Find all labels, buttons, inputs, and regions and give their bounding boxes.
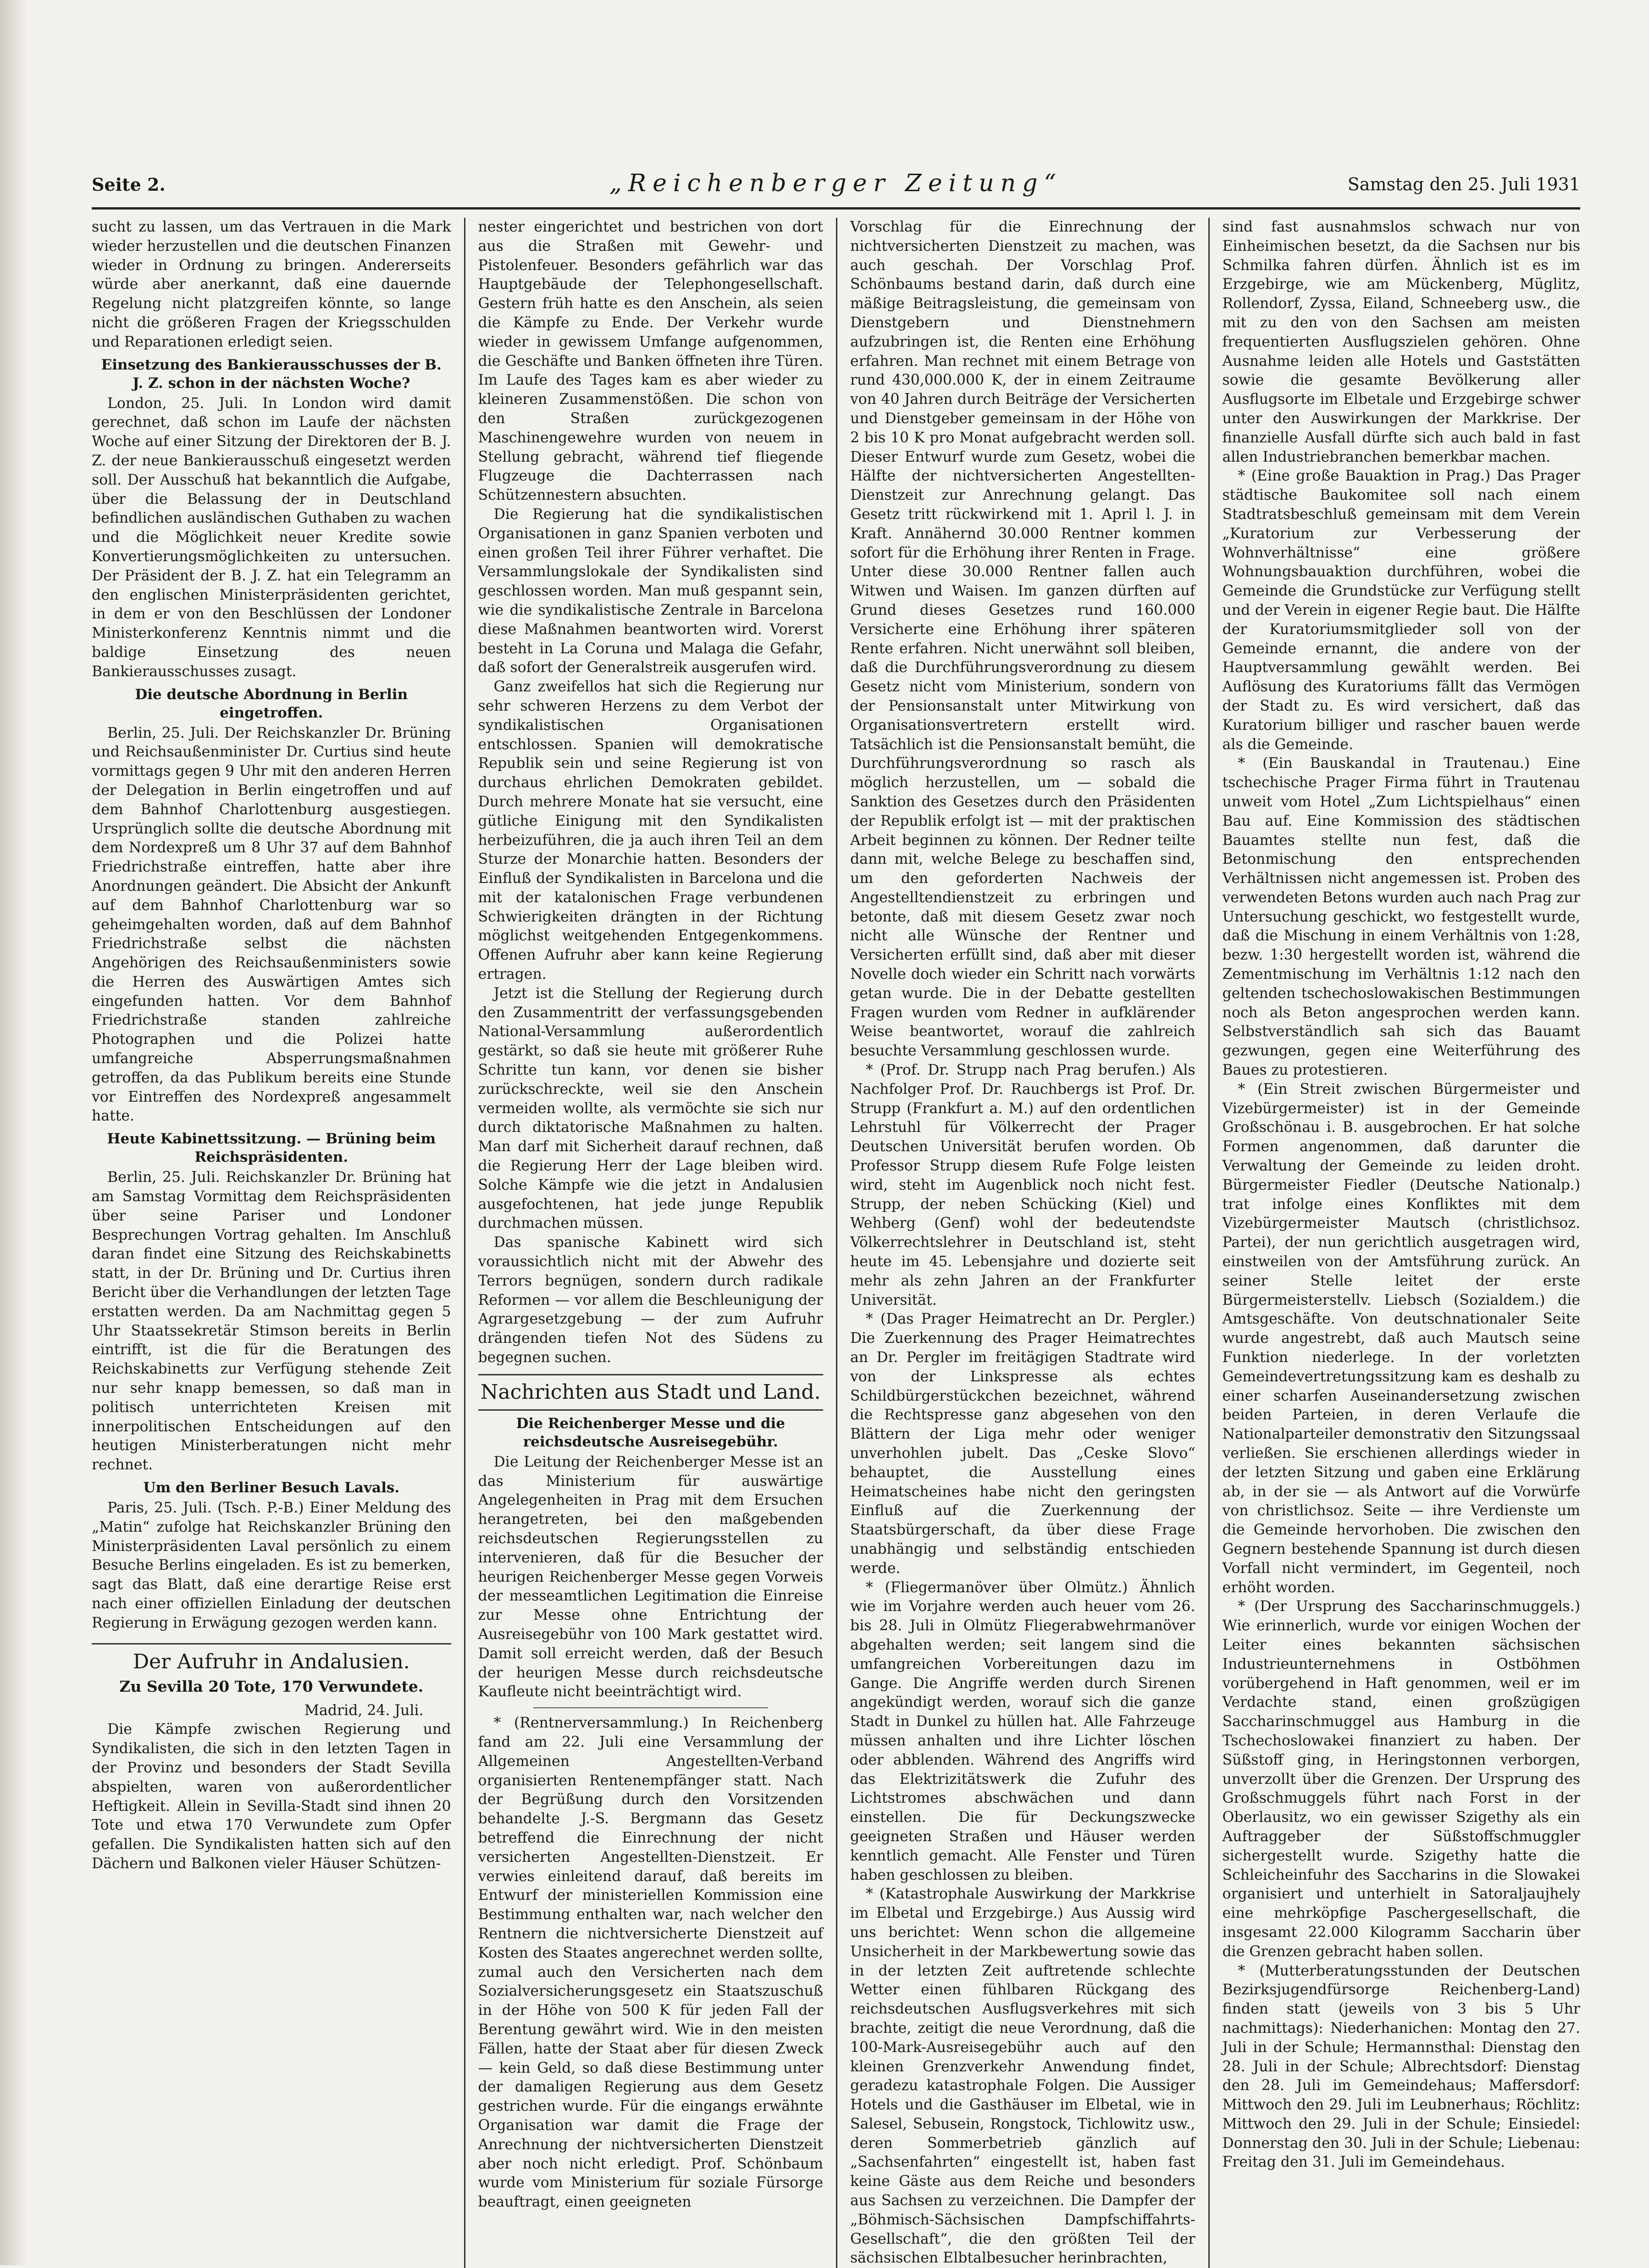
paragraph: London, 25. Juli. In London wird damit gerechnet, daß schon im Laufe der nächsten Woche auf einer Sitzung der Direktoren der B. J. Z. der neue Bankierausschuß eingesetzt werden soll. Der Ausschuß hat bekanntlich die Aufgabe, über die Belassung der in Deutschland befindlichen ausländischen Guthaben zu wachen und die Möglichkeit neuer Kredite sowie Konvertierungsmöglichkeiten zu untersuchen. Der Präsident der B. J. Z. hat ein Telegramm an den englischen Ministerpräsidenten gerichtet, in dem er von den Beschlüssen der Londoner Ministerkonferenz Kenntnis nimmt und die baldige Einsetzung des neuen Bankierausschusses zusagt. [92,395,451,680]
paragraph: * (Der Ursprung des Saccharinschmuggels.) Wie erinnerlich, wurde vor einigen Wochen der Leiter eines bekannten sächsischen Industrieunternehmens in Ostböhmen vorübergehend in Haft genommen, weil er im Verdachte stand, einen großzügigen Saccharinschmuggel aus Hamburg in die Tschechoslowakei finanziert zu haben. Der Süßstoff ging, in Heringstonnen verborgen, unverzollt über die Grenzen. Der Ursprung des Großschmuggels führt nach Forst in der Oberlausitz, wo ein gewisser Szigethy als ein Auftraggeber der Süßstoffschmuggler sichergestellt wurde. Szigethy hatte die Schleichеinfuhr des Saccharins in die Slowakei organisiert und unterhielt in Satoraljaujhely eine mehrköpfige Paschergesellschaft, die insgesamt 22.000 Kilogramm Saccharin über die Grenzen gebracht haben sollen. [1222,1598,1580,1960]
paragraph: Vorschlag für die Einrechnung der nichtversicherten Dienstzeit zu machen, was auch geschah. Der Vorschlag Prof. Schönbaums bestand darin, daß durch eine mäßige Beitragsleistung, die gemeinsam von Dienstgebern und Dienstnehmern aufzubringen ist, die Renten eine Erhöhung erfahren. Man rechnet mit einem Betrage von rund 430,000.000 K, der in einem Zeitraume von 40 Jahren durch Beiträge der Versicherten und Dienstgeber gemeinsam in der Höhe von 2 bis 10 K pro Monat aufgebracht werden soll. Dieser Entwurf wurde zum Gesetz, wobei die Hälfte der nichtversicherten Angestellten-Dienstzeit zur Anrechnung gelangt. Das Gesetz tritt rückwirkend mit 1. April l. J. in Kraft. Annähernd 30.000 Rentner kommen sofort für die Erhöhung ihrer Renten in Frage. Unter diese 30.000 Rentner fallen auch Witwen und Waisen. Im ganzen dürften auf Grund dieses Gesetzes rund 160.000 Versicherte eine Erhöhung ihrer späteren Rente erfahren. Nicht unerwähnt soll bleiben, daß die Durchführungsverordnung zu diesem Gesetz nicht vom Ministerium, sondern von der Pensionsanstalt unter Mitwirkung von Organisationsvertretern erstellt wird. Tatsächlich ist die Pensionsanstalt bemüht, die Durchführungsverordnung so rasch als möglich herzustellen, um — sobald die Sanktion des Gesetzes durch den Präsidenten der Republik erfolgt ist — mit der praktischen Arbeit beginnen zu können. Der Redner teilte dann mit, welche Belege zu beschaffen sind, um den geforderten Nachweis der Angestelltendienstzeit zu erbringen und betonte, daß mit diesem Gesetz zwar noch nicht alle Wünsche der Rentner und Versicherten erfüllt sind, daß aber mit dieser Novelle doch wieder ein Schritt nach vorwärts getan wurde. Die in der Debatte gestellten Fragen wurden vom Redner in aufklärender Weise beantwortet, worauf die zahlreich besuchte Versammlung geschlossen wurde. [850,219,1195,1060]
article-heading: Die Reichenberger Messe und die reichsdeutsche Ausreisegebühr. [516,1415,786,1450]
column-3 [836,218,1208,2268]
newspaper-title: „Reichenberger Zeitung“ [609,170,1063,197]
paragraph: sind fast ausnahmslos schwach nur von Einheimischen besetzt, da die Sachsen nur bis Schmilka fahren dürfen. Ähnlich ist es im Erzgebirge, wie am Mückenberg, Müglitz, Rollendorf, Zyssa, Eiland, Schneeberg usw., die mit zu den von den Sachsen am meisten frequentierten Ausflugszielen gehören. Ohne Ausnahme leiden alle Hotels und Gaststätten sowie die gesamte Bevölkerung aller Ausflugsorte im Elbetale und Erzgebirge schwer unter den Auswirkungen der Markkrise. Der finanzielle Ausfall dürfte sich auch bald in fast allen Industriebranchen bemerkbar machen. [1222,219,1580,465]
paragraph: Ganz zweifellos hat sich die Regierung nur sehr schweren Herzens zu dem Verbot der syndikalistischen Organisationen entschlossen. Spanien will demokratische Republik sein und seine Regierung ist von durchaus ehrlichen Demokraten gebildet. Durch mehrere Monate hat sie versucht, eine gütliche Einigung mit den Syndikalisten herbeizuführen, die ja auch ihren Teil an dem Sturze der Monarchie hatten. Besonders der Einfluß der Syndikalisten in Barcelona und die mit der katalonischen Frage verbundenen Schwierigkeiten drängten in der Richtung möglichst weitgehenden Entgegenkommens. Offenen Aufruhr aber kann keine Regierung ertragen. [478,679,823,983]
article-heading: Einsetzung des Bankierausschusses der B. J. Z. schon in der nächsten Woche? [101,356,442,392]
paragraph: * (Mutterberatungsstunden der Deutschen Bezirksjugendfürsorge Reichenberg-Land) finden statt (jeweils von 3 bis 5 Uhr nachmittags): Niederhanichen: Montag den 27. Juli in der Schule; Hermannsthal: Dienstag den 28. Juli in der Schule; Albrechtsdorf: Dienstag den 28. Juli im Gemeindehaus; Maffersdorf: Mittwoch den 29. Juli im Leubnerhaus; Röchlitz: Mittwoch den 29. Juli in der Schule; Einsiedel: Donnerstag den 30. Juli in der Schule; Liebenau: Freitag den 31. Juli im Gemeindehaus. [1222,1962,1580,2171]
paragraph: * (Rentnerversammlung.) In Reichenberg fand am 22. Juli eine Versammlung der Allgemeinen Angestellten-Verband organisierten Rentenempfänger statt. Nach der Begrüßung durch den Vorsitzenden behandelte J.-S. Bergmann das Gesetz betreffend die Einrechnung der nicht versicherten Angestellten-Dienstzeit. Er verwies einleitend darauf, daß bereits im Entwurf der ministeriellen Kommission eine Bestimmung enthalten war, nach welcher den Rentnern die nichtversicherte Dienstzeit auf Kosten des Staates angerechnet werden sollte, zumal auch den Versicherten nach dem Sozialversicherungsgesetz ein Staatszuschuß in der Höhe von 500 K für jeden Fall der Berentung gewährt wird. Wie in den meisten Fällen, hatte der Staat aber für diesen Zweck — kein Geld, so daß diese Bestimmung unter der damaligen Regierung aus dem Gesetz gestrichen wurde. Für die eingangs erwähnte Organisation war damit die Frage der Anrechnung der nichtversicherten Dienstzeit aber noch nicht erledigt. Prof. Schönbaum wurde vom Ministerium für soziale Fürsorge beauftragt, einen geeigneten [478,1715,823,2211]
paragraph: sucht zu lassen, um das Vertrauen in die Mark wieder herzustellen und die deutschen Finanzen wieder in Ordnung zu bringen. Andererseits würde aber anerkannt, daß eine dauernde Regelung nicht platzgreifen könnte, so lange nicht die größeren Fragen der Kriegsschulden und Reparationen erledigt seien. [92,219,451,350]
article-subheadline: Zu Sevilla 20 Tote, 170 Verwundete. [119,1677,424,1695]
dateline: Madrid, 24. Juli. [304,1702,424,1719]
paragraph: * (Ein Streit zwischen Bürgermeister und Vizebürgermeister) ist in der Gemeinde Großschönau i. B. ausgebrochen. Er hat solche Formen angenommen, daß darunter die Verwaltung der Gemeinde zu leiden droht. Bürgermeister Fiedler (Deutsche Nationalp.) trat infolge eines Konfliktes mit dem Vizebürgermeister Mautsch (christlichsoz. Partei), der nun gerichtlich ausgetragen wird, einstweilen von der Amtsführung zurück. An seiner Stelle leitet der erste Bürgermeisterstellv. Liebsch (Sozialdem.) die Amtsgeschäfte. Von deutschnationaler Seite wurde angestrebt, daß auch Mautsch seine Funktion niederlege. In der vorletzten Gemeindevertretungssitzung kam es deshalb zu einer scharfen Auseinandersetzung zwischen beiden Parteien, in deren Verlaufe die Nationalparteiler demonstrativ den Sitzungssaal verließen. Sie erschienen allerdings wieder in der letzten Sitzung und gaben eine Erklärung ab, in der sie — als Antwort auf die Vorwürfe von christlichsoz. Seite — ihre Verdienste um die Gemeinde hervorhoben. Die zwischen den Gegnern bestehende Spannung ist durch diesen Vorfall nicht vermindert, im Gegenteil, noch erhöht worden. [1222,1081,1580,1596]
header-rule [92,207,1580,210]
paragraph: nester eingerichtet und bestrichen von dort aus die Straßen mit Gewehr- und Pistolenfeuer. Besonders gefährlich war das Hauptgebäude der Telephongesellschaft. Gestern früh hatte es den Anschein, als seien die Kämpfe zu Ende. Der Verkehr wurde wieder in gewissem Umfange aufgenommen, die Geschäfte und Banken öffneten ihre Türen. Im Laufe des Tages kam es aber wieder zu kleineren Zusammenstößen. Die schon von den Straßen zurückgezogenen Maschinengewehre wurden von neuem in Stellung gebracht, während tief fliegende Flugzeuge die Dachterrassen nach Schützennestern absuchten. [478,219,823,504]
paragraph: Berlin, 25. Juli. Reichskanzler Dr. Brüning hat am Samstag Vormittag dem Reichspräsidenten über seine Pariser und Londoner Besprechungen Vortrag gehalten. Im Anschluß daran findet eine Sitzung des Reichskabinetts statt, in der Dr. Brüning und Dr. Curtius ihren Bericht über die Verhandlungen der letzten Tage erstatten werden. Da am Nachmittag gegen 5 Uhr Staatssekretär Stimson bereits in Berlin eintrifft, ist die für die Beratungen des Reichskabinetts zur Verfügung stehende Zeit nur sehr knapp bemessen, so daß man in politisch unterrichteten Kreisen mit innerpolitischen Entscheidungen auf den heutigen Ministerberatungen nicht mehr rechnet. [92,1169,451,1473]
column-4 [1208,218,1581,2268]
paragraph: * (Eine große Bauaktion in Prag.) Das Prager städtische Baukomitee soll nach einem Stadtratsbeschluß gemeinsam mit dem Verein „Kuratorium zur Verbesserung der Wohnverhältnisse“ eine größere Wohnungsbauaktion durchführen, wobei die Gemeinde die Grundstücke zur Verfügung stellt und der Verein in eigener Regie baut. Die Hälfte der Kuratoriumsmitglieder soll von der Gemeinde ernannt, die andere von der Hauptversammlung gewählt werden. Bei Auflösung des Kuratoriums fällt das Vermögen der Stadt zu. Es wird versichert, daß das Kuratorium billiger und rascher bauen werde als die Gemeinde. [1222,468,1580,753]
article-headline: Der Aufruhr in Andalusien. [92,1643,451,1675]
paragraph: Berlin, 25. Juli. Der Reichskanzler Dr. Brüning und Reichsaußenminister Dr. Curtius sind heute vormittags gegen 9 Uhr mit den anderen Herren der Delegation in Berlin eingetroffen und auf dem Bahnhof Charlottenburg ausgestiegen. Ursprünglich sollte die deutsche Abordnung mit dem Nordexpreß um 8 Uhr 37 auf dem Bahnhof Friedrichstraße eintreffen, hatte aber ihre Anordnungen geändert. Die Absicht der Ankunft auf dem Bahnhof Charlottenburg war so geheimgehalten worden, daß auf dem Bahnhof Friedrichstraße selbst die nächsten Angehörigen des Reichsaußenministers sowie die Herren des Auswärtigen Amtes sich eingefunden hatten. Vor dem Bahnhof Friedrichstraße standen zahlreiche Photographen und die Polizei hatte umfangreiche Absperrungsmaßnahmen getroffen, da das Publikum bereits eine Stunde vor Eintreffen des Nordexpreß angesammelt hatte. [92,724,451,1125]
article-heading: Heute Kabinettssitzung. — Brüning beim Reichspräsidenten. [107,1131,436,1166]
column-1 [92,218,464,2268]
binding-shadow [0,0,28,2265]
paragraph: Jetzt ist die Stellung der Regierung durch den Zusammentritt der verfassungsgebenden National-Versammlung außerordentlich gestärkt, so daß sie heute mit größerer Ruhe Schritte tun kann, vor denen sie bisher zurückschreckte, weil sie den Anschein vermeiden wollte, als vermöchte sie sich nur durch diktatorische Maßnahmen zu halten. Man darf mit Sicherheit darauf rechnen, daß die Regierung Herr der Lage bleiben wird. Solche Kämpfe wie die jetzt in Andalusien ausgefochtenen, hat jede junge Republik durchmachen müssen. [478,985,823,1232]
paragraph: * (Fliegermanöver über Olmütz.) Ähnlich wie im Vorjahre werden auch heuer vom 26. bis 28. Juli in Olmütz Fliegerabwehrmanöver abgehalten werden; seit langem sind die umfangreichen Vorbereitungen dazu im Gange. Die Angriffe werden durch Sirenen angekündigt werden, worauf sich die ganze Stadt in Dunkel zu hüllen hat. Alle Fahrzeuge müssen anhalten und ihre Lichter löschen oder abblenden. Während des Angriffs wird das Elektrizitätswerk die Zufuhr des Lichtstromes abschwächen und dann einstellen. Die für Deckungszwecke geeigneten Straßen und Häuser werden kenntlich gemacht. Alle Fenster und Türen haben geschlossen zu bleiben. [850,1579,1195,1883]
article-heading: Um den Berliner Besuch Lavals. [143,1479,400,1496]
section-heading: Nachrichten aus Stadt und Land. [478,1374,824,1411]
paragraph: * (Prof. Dr. Strupp nach Prag berufen.) Als Nachfolger Prof. Dr. Rauchbergs ist Prof. Dr. Strupp (Frankfurt a. M.) auf den ordentlichen Lehrstuhl für Völkerrecht der Prager Deutschen Universität berufen worden. Ob Professor Strupp diesem Rufe Folge leisten wird, steht im Augenblick noch nicht fest. Strupp, der neben Schücking (Kiel) und Wehberg (Genf) wohl der bedeutendste Völkerrechtslehrer in Deutschland ist, steht heute im 45. Lebensjahre und dozierte seit mehr als zehn Jahren an der Frankfurter Universität. [850,1062,1195,1308]
paragraph: * (Katastrophale Auswirkung der Markkrise im Elbetal und Erzgebirge.) Aus Aussig wird uns berichtet: Wenn schon die allgemeine Unsicherheit in der Markbewertung sowie das in der letzten Zeit auftretende schlechte Wetter einen fühlbaren Rückgang des reichsdeutschen Ausflugsverkehres mit sich brachte, zeitigt die neue Verordnung, daß die 100-Mark-Ausreisegebühr auch auf den kleinen Grenzverkehr Anwendung findet, geradezu katastrophale Folgen. Die Aussiger Hotels und die Gasthäuser im Elbetal, wie in Salesel, Sebusein, Rongstock, Tichlowitz usw., deren Sommerbetrieb gänzlich auf „Sachsenfahrten“ eingestellt ist, haben fast keine Gäste aus dem Reiche und besonders aus Sachsen zu verzeichnen. Die Dampfer der „Böhmisch-Sächsischen Dampfschiffahrts-Gesellschaft“, die den größten Teil der sächsischen Elbtalbesucher herinbrachten, [850,1886,1195,2267]
paragraph: Die Leitung der Reichenberger Messe ist an das Ministerium für auswärtige Angelegenheiten in Prag mit dem Ersuchen herangetreten, bei den maßgebenden reichsdeutschen Regierungsstellen zu intervenieren, daß für die Besucher der heurigen Reichenberger Messe gegen Vorweis der messeamtlichen Legitimation die Einreise zur Messe ohne Entrichtung der Ausreisegebühr von 100 Mark gestattet wird. Damit soll erreicht werden, daß der Besuch der heurigen Messe durch reichsdeutsche Kaufleute nicht beeinträchtigt wird. [478,1453,823,1700]
article-heading: Die deutsche Abordnung in Berlin eingetroffen. [135,686,408,721]
paragraph: * (Das Prager Heimatrecht an Dr. Pergler.) Die Zuerkennung des Prager Heimatrechtes an Dr. Pergler im freitägigen Stadtrate wird von der Linkspresse als echtes Schildbürgerstückchen bezeichnet, während die Rechtspresse ganz abgesehen von den Blättern der Liga mehr oder weniger unverhohlen jubelt. Das „Ceske Slovo“ behauptet, die Ausstellung eines Heimatscheines habe nicht den geringsten Einfluß auf die Zuerkennung der Staatsbürgerschaft, da über diese Frage unabhängig und selbständig entschieden werde. [850,1311,1195,1577]
paragraph: Die Kämpfe zwischen Regierung und Syndikalisten, die sich in den letzten Tagen in der Provinz und besonders der Stadt Sevilla abspielten, waren von außerordentlicher Heftigkeit. Allein in Sevilla-Stadt sind ihnen 20 Tote und etwa 170 Verwundete zum Opfer gefallen. Die Syndikalisten hatten sich auf den Dächern und Balkonen vieler Häuser Schützen- [92,1721,451,1872]
separator [533,1707,769,1708]
paragraph: Paris, 25. Juli. (Tsch. P.-B.) Einer Meldung des „Matin“ zufolge hat Reichskanzler Brüning den Ministerpräsidenten Laval persönlich zu einem Besuche Berlins eingeladen. Es ist zu bemerken, sagt das Blatt, daß eine derartige Reise erst nach einer offiziellen Einladung der deutschen Regierung in Erwägung gezogen werden kann. [92,1500,451,1631]
column-2 [464,218,836,2268]
page-header [92,165,1580,202]
article-columns [92,218,1580,2267]
paragraph: Das spanische Kabinett wird sich voraussichtlich nicht mit der Abwehr des Terrors begnügen, sondern durch radikale Reformen — vor allem die Beschleunigung der Agrargesetzgebung — der zum Aufruhr drängenden tiefen Not des Südens zu begegnen suchen. [478,1234,823,1366]
paragraph: * (Ein Bauskandal in Trautenau.) Eine tschechische Prager Firma führt in Trautenau unweit vom Hotel „Zum Lichtspielhaus“ einen Bau auf. Eine Kommission des städtischen Bauamtes stellte nun fest, daß die Betonmischung den entsprechenden Verhältnissen nicht angemessen ist. Proben des verwendeten Betons wurden auch nach Prag zur Untersuchung geschickt, wo festgestellt wurde, daß die Mischung in einem Verhältnis von 1:28, bezw. 1:30 hergestellt worden ist, während die Zementmischung im Verhältnis 1:12 nach den geltenden tschechoslowakischen Bestimmungen noch als Beton angesprochen werden kann. Selbstverständlich sah sich das Bauamt gezwungen, gegen eine Weiterführung des Baues zu protestieren. [1222,755,1580,1079]
issue-date: Samstag den 25. Juli 1931 [1347,174,1580,194]
paragraph: Die Regierung hat die syndikalistischen Organisationen in ganz Spanien verboten und einen großen Teil ihrer Führer verhaftet. Die Versammlungslokale der Syndikalisten sind geschlossen worden. Man muß gespannt sein, wie die syndikalistische Zentrale in Barcelona diese Maßnahmen beantworten wird. Vorerst besteht in La Coruna und Malaga die Gefahr, daß sofort der Generalstreik ausgerufen wird. [478,506,823,676]
page-number: Seite 2. [92,174,166,195]
